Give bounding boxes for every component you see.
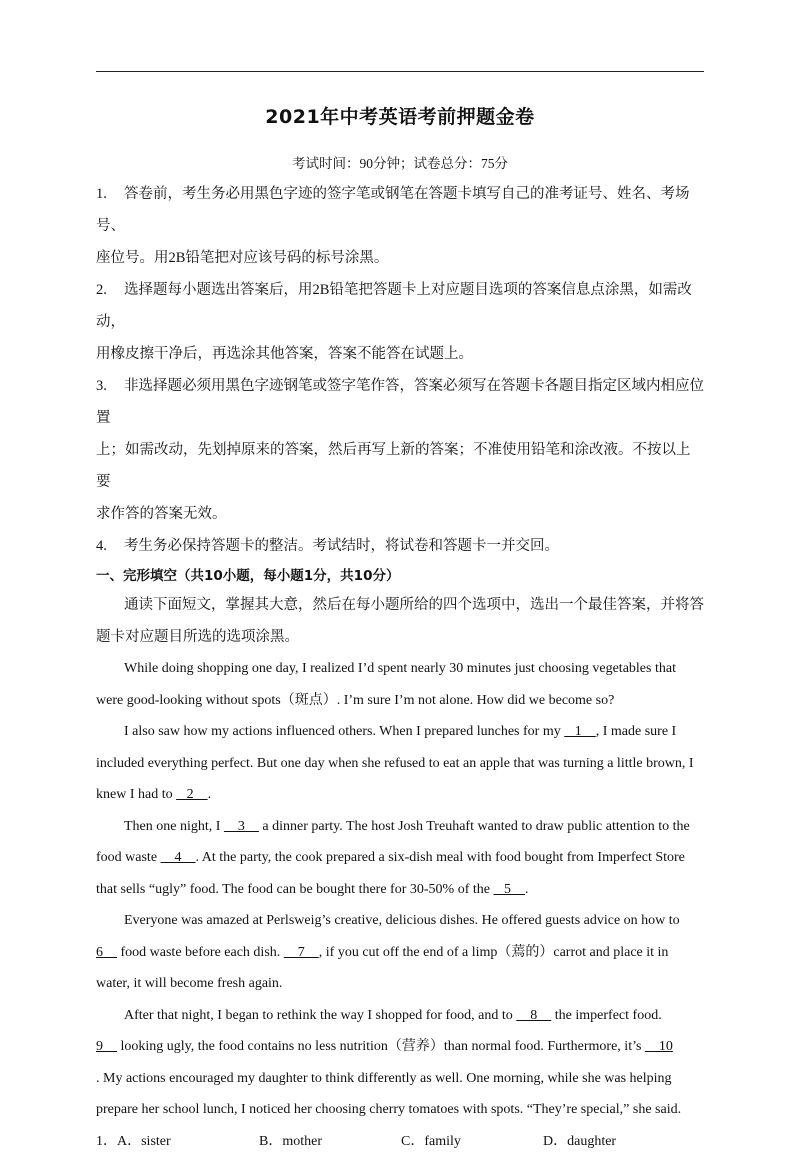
passage-paragraph-4: Everyone was amazed at Perlsweig’s creative, delicious dishes. He offered guests advice on how to (124, 913, 680, 928)
blank-8: 8 (516, 1007, 552, 1023)
blank-1: 1 (564, 724, 596, 739)
blank-2: 2 (176, 787, 208, 802)
passage-paragraph-5-end: . My actions encouraged my daughter to think differently as well. One morning, while she was helping prepare her school lunch, I noticed her choosing cherry tomatoes with spots. “They’re special,” she said. (96, 1070, 682, 1117)
blank-6: 6 (96, 944, 117, 960)
passage-paragraph-5: After that night, I began to rethink the way I shopped for food, and to 8 the imperfect food. (124, 1007, 662, 1023)
exam-info: 考试时间：90分钟；试卷总分：75分 (292, 156, 508, 171)
instruction-2-cont: 用橡皮擦干净后，再选涂其他答案，答案不能答在试题上。 (96, 346, 473, 362)
instruction-3-cont: 上；如需改动，先划掉原来的答案，然后再写上新的答案；不准使用铅笔和涂改液。不按以上要 (96, 442, 691, 490)
instruction-3: 3. 非选择题必须用黑色字迹钢笔或签字笔作答，答案必须写在答题卡各题目指定区域内相应位置 (96, 378, 704, 426)
passage-paragraph-2: I also saw how my actions influenced others. When I prepared lunches for my 1 , I made sure I included everything perfect. But one day when she refused to eat an apple that was turning a little brown, I knew I had to 2 . (96, 724, 694, 802)
blank-5: 5 (493, 881, 525, 897)
option-a: A．sister (117, 1133, 171, 1149)
exam-title: 2021年中考英语考前押题金卷 (265, 106, 535, 128)
passage-paragraph-1: While doing shopping one day, I realized I’d spent nearly 30 minutes just choosing vegetables that were good-looking without spots（斑点）. I’m sure I’m not alone. How did we become so? (96, 661, 676, 708)
blank-7: 7 (283, 944, 319, 960)
section-directions: 通读下面短文，掌握其大意，然后在每小题所给的四个选项中，选出一个最佳答案，并将答题卡对应题目所选的选项涂黑。 (96, 597, 704, 645)
blank-4: 4 (160, 850, 196, 865)
instruction-2: 2. 选择题每小题选出答案后，用2B铅笔把答题卡上对应题目选项的答案信息点涂黑，如需改动， (96, 282, 692, 330)
instruction-1: 1. 答卷前，考生务必用黑色字迹的签字笔或钢笔在答题卡填写自己的准考证号、姓名、考场号、 (96, 186, 690, 234)
question-1-options (96, 1126, 704, 1158)
exam-content (96, 178, 704, 1158)
option-d: D．daughter (543, 1133, 617, 1149)
option-b: B．mother (259, 1133, 322, 1149)
header-rule (96, 71, 704, 72)
blank-9: 9 (96, 1039, 117, 1054)
blank-3: 3 (223, 818, 259, 834)
blank-10: 10 (644, 1039, 673, 1054)
passage-paragraph-3: Then one night, I 3 a dinner party. The host Josh Treuhaft wanted to draw public attention to the food waste 4 . At the party, the cook prepared a six-dish meal with food bought from Imperfect Store that sells “ugly” food. The food can be bought there for 30-50% of the 5 . (96, 818, 690, 897)
passage-paragraph-4-cont: 6 food waste before each dish. 7 , if you cut off the end of a limp（蔫的）carrot and place it in water, it will become fresh again. (96, 944, 669, 991)
instruction-1-cont: 座位号。用2B铅笔把对应该号码的标号涂黑。 (96, 250, 389, 266)
passage-paragraph-5-cont: 9 looking ugly, the food contains no less nutrition（营养）than normal food. Furthermore, it’s 10 (96, 1039, 673, 1054)
question-1-number: 1． (96, 1133, 117, 1149)
instruction-3-cont2: 求作答的答案无效。 (96, 506, 227, 522)
instruction-4: 4. 考生务必保持答题卡的整洁。考试结时，将试卷和答题卡一并交回。 (96, 538, 559, 554)
instructions (96, 178, 704, 562)
section-heading: 一、完形填空（共10小题，每小题1分，共10分） (96, 568, 400, 584)
option-c: C．family (401, 1133, 461, 1149)
